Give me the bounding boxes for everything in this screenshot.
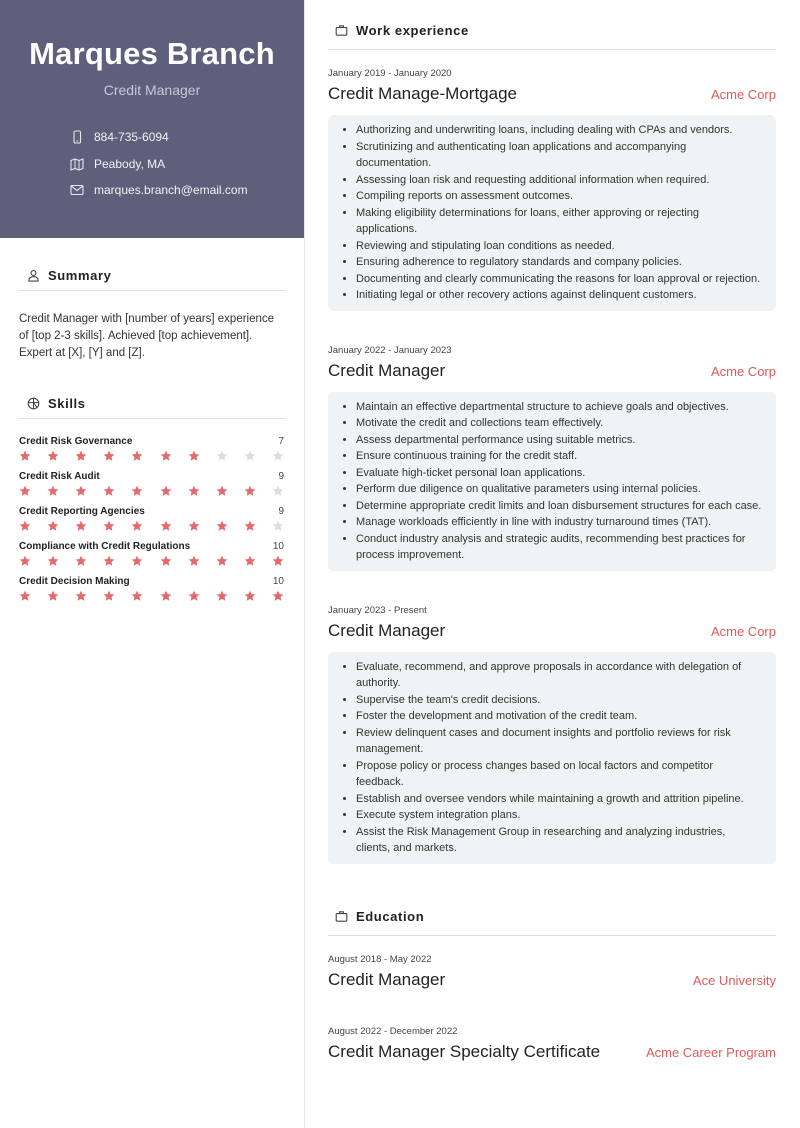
education-heading-text: Education [356, 908, 425, 924]
job-date: January 2019 - January 2020 [328, 68, 452, 79]
bullet-item: • Execute system integration plans. [356, 807, 762, 824]
skill-item [19, 506, 285, 532]
contact-email [70, 177, 304, 204]
bullet-item: • Authorizing and underwriting loans, including dealing with CPAs and vendors. [356, 122, 762, 139]
job-title: Credit Manage-Mortgage [328, 84, 517, 103]
job-company: Acme Corp [710, 363, 776, 379]
job-title-row [328, 621, 776, 641]
skill-name: Credit Reporting Agencies [19, 506, 145, 517]
bullet-item: • Assist the Risk Management Group in researching and analyzing industries, clients, and markets. [356, 824, 762, 857]
work-heading [328, 0, 776, 50]
bullet-item: • Assess departmental performance using suitable metrics. [356, 432, 762, 449]
star-filled-icon [272, 590, 284, 602]
skill-row [19, 541, 285, 552]
skill-item [19, 436, 285, 462]
education-date: August 2022 - December 2022 [328, 1025, 458, 1037]
contact-location [70, 151, 304, 178]
candidate-role: Credit Manager [103, 82, 201, 98]
star-filled-icon [47, 590, 59, 602]
bullet-item: • Initiating legal or other recovery actions against delinquent customers. [356, 287, 762, 304]
star-filled-icon [216, 520, 228, 532]
skill-stars [19, 485, 285, 497]
skills-heading [19, 389, 285, 419]
education-entry [328, 1026, 776, 1062]
phone-icon [70, 130, 84, 144]
star-filled-icon [272, 555, 284, 567]
job-entry [328, 68, 776, 311]
summary-text: Credit Manager with [number of years] experience of [top 2-3 skills]. Achieved [top achievement]. Expert at [X], [Y] and [Z]. [19, 313, 275, 359]
location-icon [70, 157, 84, 171]
candidate-name: Marques Branch [29, 36, 275, 71]
skill-item [19, 541, 285, 567]
bullet-item: • Perform due diligence on qualitative parameters using internal policies. [356, 481, 762, 498]
bullet-item: • Evaluate, recommend, and approve proposals in accordance with delegation of authority. [356, 659, 762, 692]
star-filled-icon [75, 555, 87, 567]
star-filled-icon [75, 485, 87, 497]
profile-header [0, 0, 304, 238]
contact-phone [70, 124, 304, 151]
star-filled-icon [131, 450, 143, 462]
star-filled-icon [244, 555, 256, 567]
left-column [0, 0, 305, 1128]
bullet-item: • Documenting and clearly communicating the reasons for loan approval or rejection. [356, 271, 762, 288]
bullet-item: • Manage workloads efficiently in line with industry turnaround times (TAT). [356, 514, 762, 531]
star-filled-icon [160, 590, 172, 602]
skills-list [19, 419, 285, 602]
skill-level: 9 [278, 471, 284, 482]
skill-name: Credit Risk Audit [19, 471, 100, 482]
education-school: Ace University [692, 972, 776, 988]
skill-level: 10 [272, 541, 284, 552]
education-title-row [328, 1042, 776, 1062]
star-filled-icon [47, 450, 59, 462]
job-company: Acme Corp [710, 623, 776, 639]
location-text: Peabody, MA [94, 156, 166, 171]
job-company: Acme Corp [710, 87, 776, 102]
star-filled-icon [131, 590, 143, 602]
education-title: Credit Manager Specialty Certificate [328, 1041, 601, 1061]
star-filled-icon [75, 520, 87, 532]
star-filled-icon [47, 520, 59, 532]
star-filled-icon [47, 555, 59, 567]
education-title-row [328, 970, 776, 990]
star-empty-icon [216, 450, 228, 462]
star-filled-icon [19, 450, 31, 462]
skill-row [19, 471, 285, 482]
skills-heading-text: Skills [48, 396, 86, 411]
star-filled-icon [131, 520, 143, 532]
skill-stars [19, 555, 285, 567]
skill-row [19, 576, 285, 587]
job-entry [328, 345, 776, 571]
star-filled-icon [103, 450, 115, 462]
star-filled-icon [188, 590, 200, 602]
star-filled-icon [19, 555, 31, 567]
job-entry [328, 605, 776, 864]
star-filled-icon [188, 520, 200, 532]
job-title: Credit Manager [328, 620, 446, 640]
star-filled-icon [75, 450, 87, 462]
bullet-item: • Foster the development and motivation of the credit team. [356, 708, 762, 725]
skill-name: Credit Decision Making [19, 576, 130, 587]
job-bullets [328, 115, 776, 311]
star-filled-icon [188, 450, 200, 462]
skill-row [19, 506, 285, 517]
bullet-item: • Evaluate high-ticket personal loan applications. [356, 465, 762, 482]
bullet-item: • Scrutinizing and authenticating loan applications and accompanying documentation. [356, 139, 762, 172]
right-column [328, 0, 776, 1062]
bullet-item: • Making eligibility determinations for loans, either approving or rejecting applications. [356, 205, 762, 238]
star-empty-icon [244, 450, 256, 462]
globe-icon [27, 397, 40, 410]
star-filled-icon [47, 485, 59, 497]
star-filled-icon [103, 590, 115, 602]
bullet-item: • Ensuring adherence to regulatory standards and company policies. [356, 254, 762, 271]
star-filled-icon [216, 485, 228, 497]
job-date: January 2023 - Present [328, 604, 427, 616]
bullet-item: • Propose policy or process changes based on local factors and competitor feedback. [356, 758, 762, 791]
star-filled-icon [19, 590, 31, 602]
bullet-item: • Determine appropriate credit limits and loan disbursement structures for each case. [356, 498, 762, 515]
work-heading-text: Work experience [356, 23, 469, 38]
skill-name: Credit Risk Governance [19, 436, 133, 447]
skill-level: 10 [272, 576, 284, 587]
bullet-item: • Compiling reports on assessment outcomes. [356, 188, 762, 205]
summary-heading [19, 261, 285, 291]
star-filled-icon [244, 485, 256, 497]
briefcase-icon [335, 910, 348, 923]
skill-stars [19, 450, 285, 462]
bullet-item: • Conduct industry analysis and strategic audits, recommending best practices for process improvement. [356, 531, 762, 564]
star-empty-icon [272, 485, 284, 497]
skill-stars [19, 590, 285, 602]
education-school: Acme Career Program [645, 1044, 776, 1060]
skill-name: Compliance with Credit Regulations [19, 541, 191, 552]
contact-list [0, 124, 304, 204]
skill-item [19, 471, 285, 497]
education-date: August 2018 - May 2022 [328, 953, 432, 965]
star-filled-icon [75, 590, 87, 602]
star-filled-icon [160, 555, 172, 567]
phone-text: 884-735-6094 [94, 130, 169, 145]
education-entry [328, 954, 776, 990]
jobs-list [328, 68, 776, 864]
star-filled-icon [103, 485, 115, 497]
job-title-row [328, 361, 776, 381]
star-empty-icon [272, 520, 284, 532]
skill-stars [19, 520, 285, 532]
star-filled-icon [244, 590, 256, 602]
star-filled-icon [160, 485, 172, 497]
star-filled-icon [216, 555, 228, 567]
briefcase-icon [335, 24, 348, 37]
star-empty-icon [272, 450, 284, 462]
star-filled-icon [131, 485, 143, 497]
bullet-item: • Supervise the team's credit decisions. [356, 692, 762, 709]
star-filled-icon [160, 450, 172, 462]
star-filled-icon [188, 555, 200, 567]
job-bullets [328, 392, 776, 571]
star-filled-icon [103, 555, 115, 567]
star-filled-icon [216, 590, 228, 602]
skill-row [19, 436, 285, 447]
skill-level: 7 [278, 436, 284, 447]
email-icon [70, 183, 84, 197]
star-filled-icon [19, 520, 31, 532]
star-filled-icon [188, 485, 200, 497]
education-title: Credit Manager [328, 969, 446, 989]
skill-item [19, 576, 285, 602]
bullet-item: • Motivate the credit and collections team effectively. [356, 415, 762, 432]
summary-heading-text: Summary [48, 268, 112, 283]
bullet-item: • Establish and oversee vendors while maintaining a growth and attrition pipeline. [356, 791, 762, 808]
job-title: Credit Manager [328, 360, 446, 380]
education-list [328, 954, 776, 1062]
star-filled-icon [19, 485, 31, 497]
job-title-row [328, 84, 776, 104]
job-date: January 2022 - January 2023 [328, 344, 452, 356]
bullet-item: • Ensure continuous training for the credit staff. [356, 448, 762, 465]
star-filled-icon [244, 520, 256, 532]
education-heading [328, 886, 776, 936]
bullet-item: • Maintain an effective departmental structure to achieve goals and objectives. [356, 399, 762, 416]
job-bullets [328, 652, 776, 864]
star-filled-icon [103, 520, 115, 532]
bullet-item: • Review delinquent cases and document insights and portfolio reviews for risk management. [356, 725, 762, 758]
star-filled-icon [160, 520, 172, 532]
skill-level: 9 [278, 506, 284, 517]
email-text: marques.branch@email.com [94, 183, 248, 198]
bullet-item: • Reviewing and stipulating loan conditions as needed. [356, 238, 762, 255]
user-icon [27, 269, 40, 282]
summary-section [0, 261, 304, 602]
star-filled-icon [131, 555, 143, 567]
bullet-item: • Assessing loan risk and requesting additional information when required. [356, 172, 762, 189]
